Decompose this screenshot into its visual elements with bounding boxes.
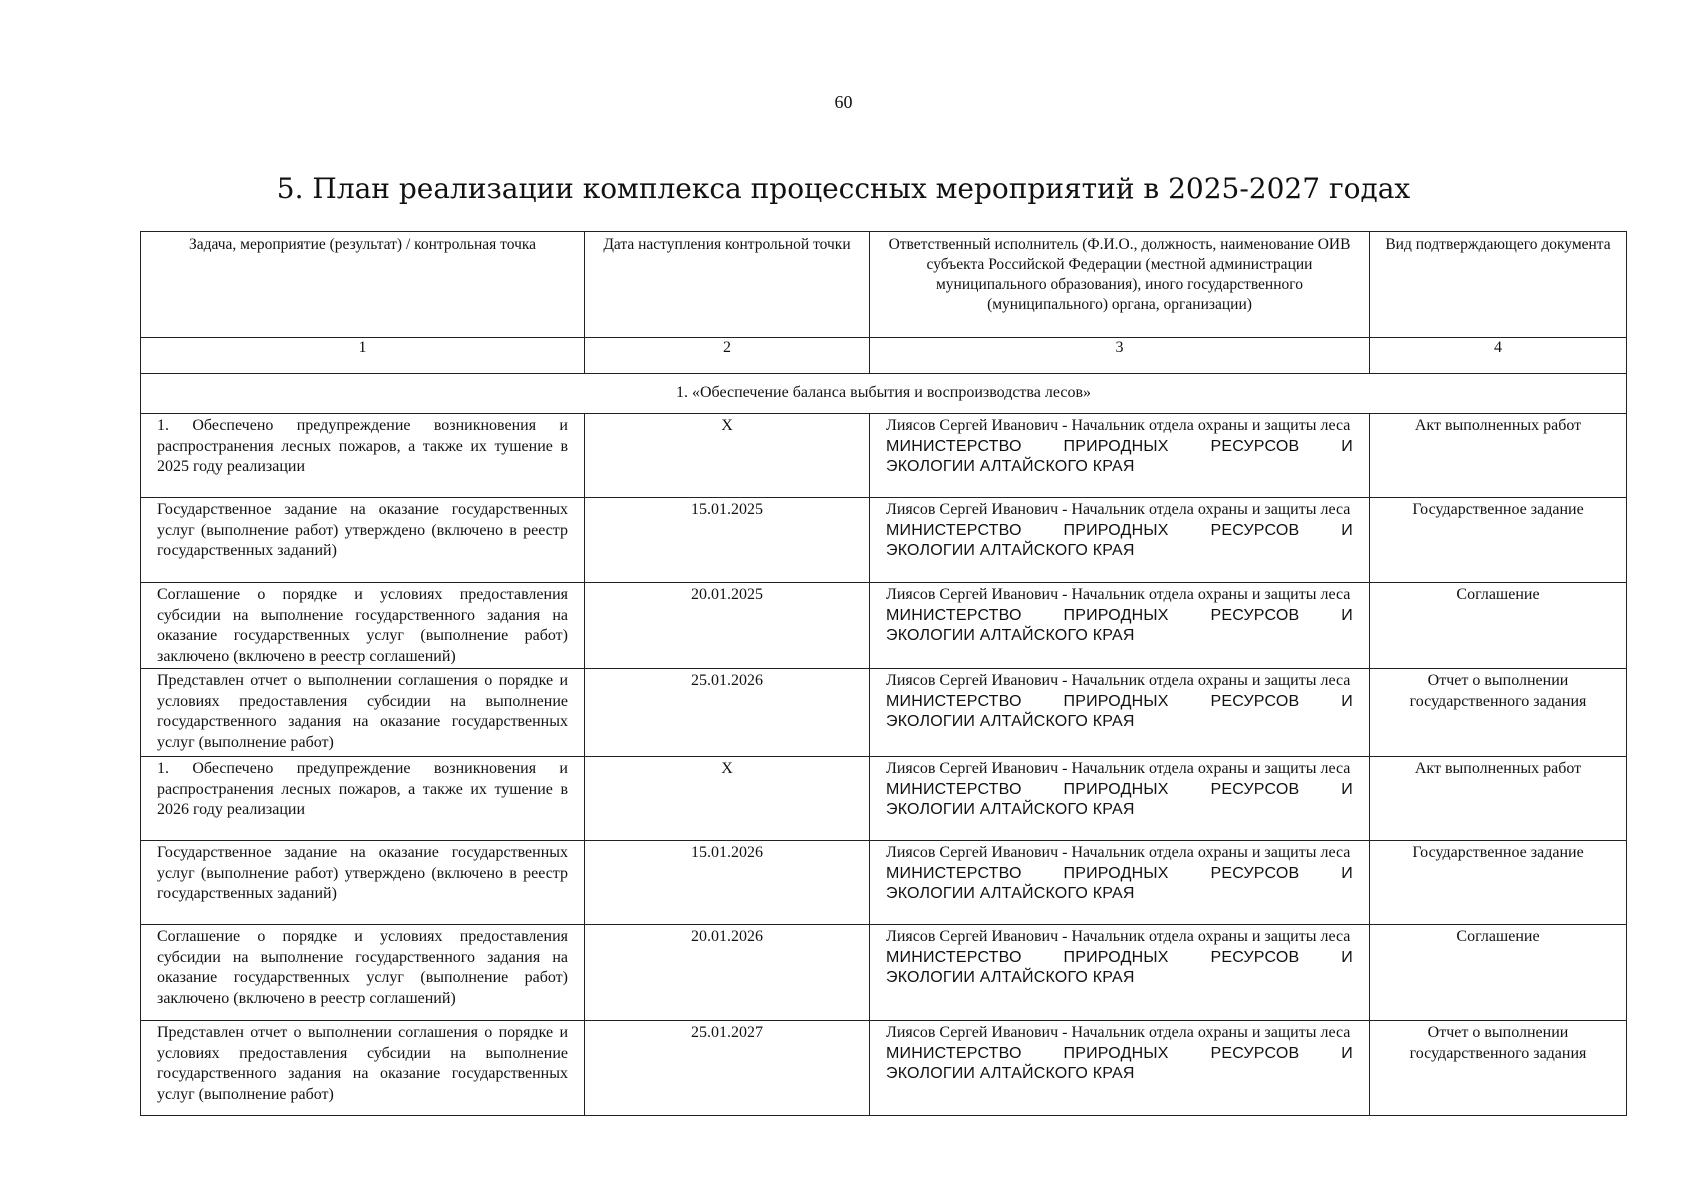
responsible-cell — [870, 669, 1370, 757]
organization-line: МИНИСТЕРСТВО ПРИРОДНЫХ РЕСУРСОВ И — [886, 864, 1353, 882]
table-row — [141, 669, 1627, 757]
column-header-date: Дата наступления контрольной точки — [585, 232, 870, 338]
task-cell: Представлен отчет о выполнении соглашения о порядке и условиях предоставления субсидии на выполнение государственного задания на оказание государственных услуг (выполнение работ) — [141, 1021, 585, 1116]
responsible-cell — [870, 757, 1370, 841]
table-row — [141, 925, 1627, 1021]
responsible-person: Лиясов Сергей Иванович - Начальник отдела охраны и защиты леса — [886, 1024, 1351, 1041]
column-number: 1 — [141, 338, 585, 374]
page-title: 5. План реализации комплекса процессных мероприятий в 2025-2027 годах — [276, 172, 1411, 205]
column-header-task: Задача, мероприятие (результат) / контрольная точка — [141, 232, 585, 338]
organization-line: ЭКОЛОГИИ АЛТАЙСКОГО КРАЯ — [886, 542, 1135, 559]
responsible-person: Лиясов Сергей Иванович - Начальник отдела охраны и защиты леса — [886, 417, 1351, 434]
date-cell: 15.01.2026 — [585, 841, 870, 925]
document-cell: Акт выполненных работ — [1370, 757, 1627, 841]
organization-line: МИНИСТЕРСТВО ПРИРОДНЫХ РЕСУРСОВ И — [886, 521, 1353, 539]
organization-line: МИНИСТЕРСТВО ПРИРОДНЫХ РЕСУРСОВ И — [886, 948, 1353, 966]
document-cell: Отчет о выполнении государственного задания — [1370, 669, 1627, 757]
table-row — [141, 498, 1627, 583]
responsible-cell — [870, 925, 1370, 1021]
date-cell: X — [585, 757, 870, 841]
responsible-cell — [870, 1021, 1370, 1116]
organization-line: ЭКОЛОГИИ АЛТАЙСКОГО КРАЯ — [886, 458, 1135, 475]
document-cell: Соглашение — [1370, 925, 1627, 1021]
organization-line: ЭКОЛОГИИ АЛТАЙСКОГО КРАЯ — [886, 1065, 1135, 1082]
task-cell: Представлен отчет о выполнении соглашения о порядке и условиях предоставления субсидии на выполнение государственного задания на оказание государственных услуг (выполнение работ) — [141, 669, 585, 757]
task-cell: 1. Обеспечено предупреждение возникновения и распространения лесных пожаров, а также их тушение в 2025 году реализации — [141, 414, 585, 498]
organization-line: ЭКОЛОГИИ АЛТАЙСКОГО КРАЯ — [886, 885, 1135, 902]
date-cell: 25.01.2026 — [585, 669, 870, 757]
task-cell: Государственное задание на оказание государственных услуг (выполнение работ) утверждено (включено в реестр государственных заданий) — [141, 498, 585, 583]
plan-table — [140, 231, 1627, 1116]
organization-line: МИНИСТЕРСТВО ПРИРОДНЫХ РЕСУРСОВ И — [886, 606, 1353, 624]
responsible-cell — [870, 414, 1370, 498]
date-cell: 20.01.2026 — [585, 925, 870, 1021]
document-cell: Государственное задание — [1370, 841, 1627, 925]
responsible-cell — [870, 583, 1370, 669]
responsible-person: Лиясов Сергей Иванович - Начальник отдела охраны и защиты леса — [886, 760, 1351, 777]
column-number: 3 — [870, 338, 1370, 374]
document-cell: Акт выполненных работ — [1370, 414, 1627, 498]
responsible-person: Лиясов Сергей Иванович - Начальник отдела охраны и защиты леса — [886, 501, 1351, 518]
organization-line: МИНИСТЕРСТВО ПРИРОДНЫХ РЕСУРСОВ И — [886, 437, 1353, 455]
table-row — [141, 414, 1627, 498]
organization-line: МИНИСТЕРСТВО ПРИРОДНЫХ РЕСУРСОВ И — [886, 780, 1353, 798]
date-cell: 15.01.2025 — [585, 498, 870, 583]
responsible-cell — [870, 498, 1370, 583]
column-number: 2 — [585, 338, 870, 374]
task-cell: Соглашение о порядке и условиях предоставления субсидии на выполнение государственного задания на оказание государственных услуг (выполнение работ) заключено (включено в реестр соглашений) — [141, 925, 585, 1021]
column-header-responsible: Ответственный исполнитель (Ф.И.О., должность, наименование ОИВ субъекта Российской Федерации (местной администрации муниципального образования), иного государственного (муниципального) органа, организации) — [870, 232, 1370, 338]
organization-line: ЭКОЛОГИИ АЛТАЙСКОГО КРАЯ — [886, 801, 1135, 818]
organization-line: МИНИСТЕРСТВО ПРИРОДНЫХ РЕСУРСОВ И — [886, 692, 1353, 710]
page-number: 60 — [834, 92, 853, 112]
table-row — [141, 757, 1627, 841]
organization-line: ЭКОЛОГИИ АЛТАЙСКОГО КРАЯ — [886, 627, 1135, 644]
table-row — [141, 583, 1627, 669]
header-row — [141, 232, 1627, 338]
responsible-person: Лиясов Сергей Иванович - Начальник отдела охраны и защиты леса — [886, 672, 1351, 689]
organization-line: ЭКОЛОГИИ АЛТАЙСКОГО КРАЯ — [886, 713, 1135, 730]
column-number-row — [141, 338, 1627, 374]
task-cell: 1. Обеспечено предупреждение возникновения и распространения лесных пожаров, а также их тушение в 2026 году реализации — [141, 757, 585, 841]
task-cell: Государственное задание на оказание государственных услуг (выполнение работ) утверждено (включено в реестр государственных заданий) — [141, 841, 585, 925]
table-row — [141, 841, 1627, 925]
date-cell: 20.01.2025 — [585, 583, 870, 669]
organization-line: ЭКОЛОГИИ АЛТАЙСКОГО КРАЯ — [886, 969, 1135, 986]
table-row — [141, 1021, 1627, 1116]
organization-line: МИНИСТЕРСТВО ПРИРОДНЫХ РЕСУРСОВ И — [886, 1044, 1353, 1062]
plan-rows — [141, 414, 1627, 1116]
document-cell: Соглашение — [1370, 583, 1627, 669]
section-title: 1. «Обеспечение баланса выбытия и воспроизводства лесов» — [141, 374, 1627, 414]
date-cell: X — [585, 414, 870, 498]
document-cell: Государственное задание — [1370, 498, 1627, 583]
task-cell: Соглашение о порядке и условиях предоставления субсидии на выполнение государственного задания на оказание государственных услуг (выполнение работ) заключено (включено в реестр соглашений) — [141, 583, 585, 669]
responsible-person: Лиясов Сергей Иванович - Начальник отдела охраны и защиты леса — [886, 844, 1351, 861]
responsible-person: Лиясов Сергей Иванович - Начальник отдела охраны и защиты леса — [886, 586, 1351, 603]
responsible-cell — [870, 841, 1370, 925]
column-number: 4 — [1370, 338, 1627, 374]
date-cell: 25.01.2027 — [585, 1021, 870, 1116]
section-row — [141, 374, 1627, 414]
column-header-document: Вид подтверждающего документа — [1370, 232, 1627, 338]
responsible-person: Лиясов Сергей Иванович - Начальник отдела охраны и защиты леса — [886, 928, 1351, 945]
document-cell: Отчет о выполнении государственного задания — [1370, 1021, 1627, 1116]
